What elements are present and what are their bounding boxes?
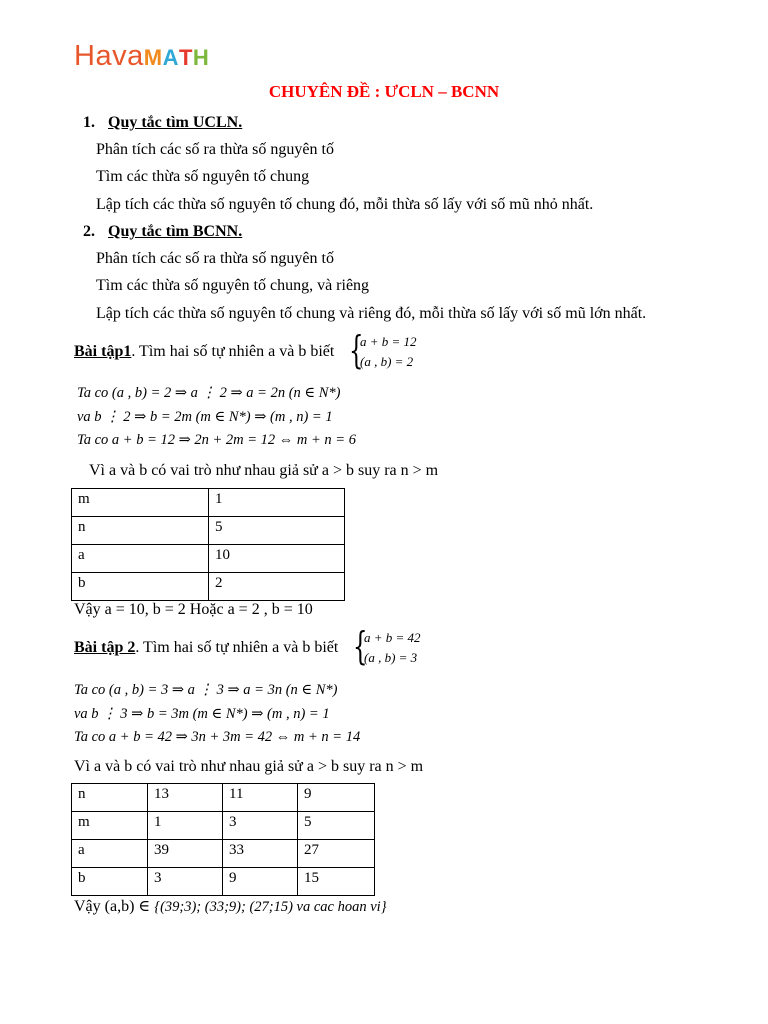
table-cell: 2 bbox=[209, 573, 345, 601]
logo-letter: A bbox=[162, 45, 179, 70]
table-cell: 3 bbox=[223, 812, 298, 840]
table-cell: n bbox=[72, 517, 209, 545]
section-2-line: Phân tích các số ra thừa số nguyên tố bbox=[96, 250, 334, 267]
exercise-2-math-line: Ta co a + b = 42 ⇒ 3n + 3m = 42 ⇔ m + n = 14 bbox=[74, 729, 361, 745]
table-row bbox=[72, 784, 375, 812]
table-row bbox=[72, 840, 375, 868]
table-row bbox=[72, 573, 345, 601]
table-cell: 5 bbox=[209, 517, 345, 545]
exercise-1-math-line: va b ⋮ 2 ⇒ b = 2m (m ∈ N*) ⇒ (m , n) = 1 bbox=[77, 409, 333, 425]
exercise-1-conclusion: Vậy a = 10, b = 2 Hoặc a = 2 , b = 10 bbox=[74, 601, 313, 618]
table-row bbox=[72, 517, 345, 545]
section-1-number: 1. bbox=[83, 114, 95, 131]
table-cell: 9 bbox=[223, 868, 298, 896]
table-row bbox=[72, 812, 375, 840]
table-cell: 15 bbox=[298, 868, 375, 896]
exercise-1-sys-eq2: (a , b) = 2 bbox=[360, 354, 414, 369]
table-cell: 33 bbox=[223, 840, 298, 868]
table-row bbox=[72, 545, 345, 573]
logo-letter: a bbox=[127, 40, 144, 72]
section-1-line: Lập tích các thừa số nguyên tố chung đó, mỗi thừa số lấy với số mũ nhỏ nhất. bbox=[96, 196, 594, 213]
section-1-line: Phân tích các số ra thừa số nguyên tố bbox=[96, 141, 334, 158]
exercise-1-prompt bbox=[74, 342, 334, 362]
table-cell: 5 bbox=[298, 812, 375, 840]
exercise-2-sys-eq1: a + b = 42 bbox=[364, 630, 421, 645]
table-cell: 9 bbox=[298, 784, 375, 812]
exercise-2-table bbox=[71, 783, 375, 896]
exercise-2-math-line: va b ⋮ 3 ⇒ b = 3m (m ∈ N*) ⇒ (m , n) = 1 bbox=[74, 706, 330, 722]
conclusion-prefix: Vậy (a,b) ∈ bbox=[74, 898, 151, 915]
table-cell: 13 bbox=[148, 784, 223, 812]
table-cell: 11 bbox=[223, 784, 298, 812]
table-cell: a bbox=[72, 840, 148, 868]
logo-letter: v bbox=[112, 40, 128, 72]
system-brace: { bbox=[349, 328, 364, 372]
exercise-1-note: Vì a và b có vai trò như nhau giả sử a > b suy ra n > m bbox=[89, 462, 439, 479]
exercise-2-text: . Tìm hai số tự nhiên a và b biết bbox=[135, 639, 339, 656]
exercise-1-sys-eq1: a + b = 12 bbox=[360, 334, 417, 349]
table-cell: 10 bbox=[209, 545, 345, 573]
table-cell: a bbox=[72, 545, 209, 573]
logo-letter: T bbox=[178, 45, 193, 70]
section-1-line: Tìm các thừa số nguyên tố chung bbox=[96, 168, 310, 185]
table-cell: n bbox=[72, 784, 148, 812]
exercise-1-math-line: Ta co a + b = 12 ⇒ 2n + 2m = 12 ⇔ m + n = 6 bbox=[77, 432, 356, 448]
table-cell: m bbox=[72, 812, 148, 840]
system-brace: { bbox=[353, 624, 368, 668]
table-cell: 1 bbox=[209, 489, 345, 517]
table-row bbox=[72, 868, 375, 896]
logo-letter: H bbox=[74, 40, 96, 72]
havamath-logo bbox=[74, 38, 209, 74]
table-cell: m bbox=[72, 489, 209, 517]
table-row bbox=[72, 489, 345, 517]
table-cell: b bbox=[72, 868, 148, 896]
logo-letter: H bbox=[192, 45, 210, 70]
section-2-number: 2. bbox=[83, 223, 95, 240]
exercise-2-prompt bbox=[74, 638, 338, 658]
section-2-line: Lập tích các thừa số nguyên tố chung và riêng đó, mỗi thừa số lấy với số mũ lớn nhất. bbox=[96, 305, 647, 322]
section-1-heading: Quy tắc tìm UCLN. bbox=[108, 114, 243, 131]
page-title: CHUYÊN ĐỀ : ƯCLN – BCNN bbox=[268, 82, 500, 101]
section-2-line: Tìm các thừa số nguyên tố chung, và riêng bbox=[96, 277, 370, 294]
section-2-heading: Quy tắc tìm BCNN. bbox=[108, 223, 243, 240]
logo-letter: a bbox=[95, 40, 113, 72]
exercise-2-sys-eq2: (a , b) = 3 bbox=[364, 650, 418, 665]
exercise-1-math-line: Ta co (a , b) = 2 ⇒ a ⋮ 2 ⇒ a = 2n (n ∈ N*) bbox=[77, 385, 341, 401]
table-cell: 39 bbox=[148, 840, 223, 868]
table-cell: 3 bbox=[148, 868, 223, 896]
exercise-2-note: Vì a và b có vai trò như nhau giả sử a > b suy ra n > m bbox=[74, 758, 424, 775]
table-cell: b bbox=[72, 573, 209, 601]
table-cell: 1 bbox=[148, 812, 223, 840]
exercise-2-math-line: Ta co (a , b) = 3 ⇒ a ⋮ 3 ⇒ a = 3n (n ∈ N*) bbox=[74, 682, 338, 698]
exercise-2-label: Bài tập 2 bbox=[74, 639, 136, 656]
logo-letter: M bbox=[143, 45, 163, 70]
exercise-1-text: . Tìm hai số tự nhiên a và b biết bbox=[131, 343, 335, 360]
exercise-1-label: Bài tập1 bbox=[74, 343, 132, 360]
conclusion-set: {(39;3); (33;9); (27;15) va cac hoan vi} bbox=[154, 899, 387, 915]
exercise-1-table bbox=[71, 488, 345, 601]
table-cell: 27 bbox=[298, 840, 375, 868]
exercise-2-conclusion bbox=[74, 897, 387, 917]
